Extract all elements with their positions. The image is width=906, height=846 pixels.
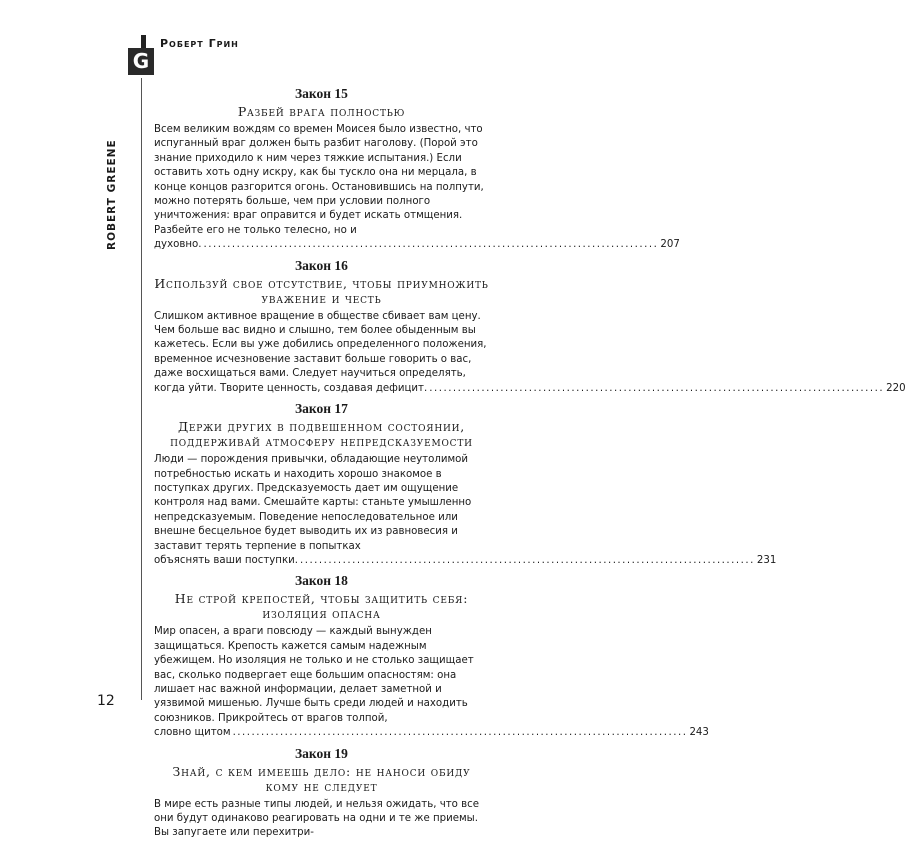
dot-leader: ................................................................................................ bbox=[429, 382, 885, 394]
dot-leader: ................................................................................................ bbox=[299, 554, 755, 566]
law-summary: Люди — порождения привычки, обладающие неутолимой потребностью искать и находить хорошо знакомое в поступках других. Предсказуемость дает им ощущение контроля над вами. Смешайте карты: станьте умышленно непредсказуемым. Поведение непоследовательное или внешне бесцельное будет выводить их из равновесия и заставит терять терпение в попытках bbox=[154, 454, 472, 552]
law-page-line bbox=[154, 726, 709, 740]
law-summary: В мире есть разные типы людей, и нельзя ожидать, что все они будут одинаково реагировать на одни и те же приемы. Вы запугаете или перехитри- bbox=[154, 798, 480, 839]
law-entry bbox=[154, 573, 709, 740]
law-summary: Слишком активное вращение в обществе сбивает вам цену. Чем больше вас видно и слышно, тем более обыденным вы кажетесь. Если вы уже добились определенного положения, временное исчезновение заставит больше говорить о вас, даже восхищаться вами. Следует научиться определять, bbox=[154, 310, 487, 380]
page-number: 12 bbox=[97, 693, 115, 709]
law-number: Закон 16 bbox=[295, 257, 348, 273]
law-entry bbox=[154, 86, 680, 253]
law-summary-end: словно щитом bbox=[154, 727, 231, 739]
law-entry bbox=[154, 257, 906, 396]
law-entry bbox=[154, 746, 489, 841]
law-summary-end: когда уйти. Творите ценность, создавая дефицит. bbox=[154, 382, 428, 394]
logo-g: G bbox=[128, 48, 154, 75]
law-summary-end: объяснять ваши поступки. bbox=[154, 554, 298, 566]
table-of-contents bbox=[154, 86, 906, 846]
law-page-ref: 231 bbox=[756, 554, 777, 566]
law-summary-end: духовно. bbox=[154, 239, 202, 251]
law-title: Не строй крепостей, чтобы защитить себя: изоляция опасна bbox=[174, 591, 469, 622]
law-number: Закон 15 bbox=[295, 86, 348, 101]
law-title: Разбей врага полностью bbox=[237, 104, 406, 119]
law-page-ref: 243 bbox=[689, 727, 709, 739]
spine-author-text: ROBERT GREENE bbox=[106, 139, 118, 250]
law-number: Закон 17 bbox=[295, 401, 348, 417]
law-number: Закон 18 bbox=[295, 573, 348, 589]
law-page-ref: 220 bbox=[886, 382, 906, 394]
law-title: Знай, с кем имеешь дело: не наноси обиду кому не следует bbox=[172, 763, 471, 794]
law-number: Закон 19 bbox=[295, 745, 348, 761]
dot-leader: ................................................................................................ bbox=[203, 239, 659, 251]
law-summary: Всем великим вождям со времен Моисея было известно, что испуганный враг должен быть разбит наголову. (Порой это знание приходило к ним через тяжкие испытания.) Если оставить хоть одну искру, как бы тускло она ни мерцала, в конце концов разгорится огонь. Остановившись на полпути, можно потерять больше, чем при условии полного уничтожения: враг оправится и будет искать отмщения. Разбейте его не только телесно, но и bbox=[154, 124, 484, 236]
law-entry bbox=[154, 401, 777, 568]
law-summary: Мир опасен, а враги повсюду — каждый вынужден защищаться. Крепость кажется самым надежным убежищем. Но изоляция не только и не столько защищает вас, сколько подвергает еще большим опасностям: она лишает нас важной информации, делает заметной и уязвимой мишенью. Лучше быть среди людей и находить союзников. Прикройтесь от врагов толпой, bbox=[154, 626, 474, 724]
law-title: Используй свое отсутствие, чтобы приумножить уважение и честь bbox=[154, 275, 489, 306]
law-page-ref: 207 bbox=[660, 239, 680, 251]
running-header-author: Роберт Грин bbox=[160, 37, 239, 50]
law-page-line bbox=[154, 554, 777, 568]
law-title: Держи других в подвешенном состоянии, поддерживай атмосферу непредсказуемости bbox=[170, 419, 473, 450]
margin-divider bbox=[141, 78, 142, 700]
law-page-line bbox=[154, 238, 680, 252]
law-page-line bbox=[154, 382, 906, 396]
dot-leader: ................................................................................................ bbox=[232, 727, 688, 739]
